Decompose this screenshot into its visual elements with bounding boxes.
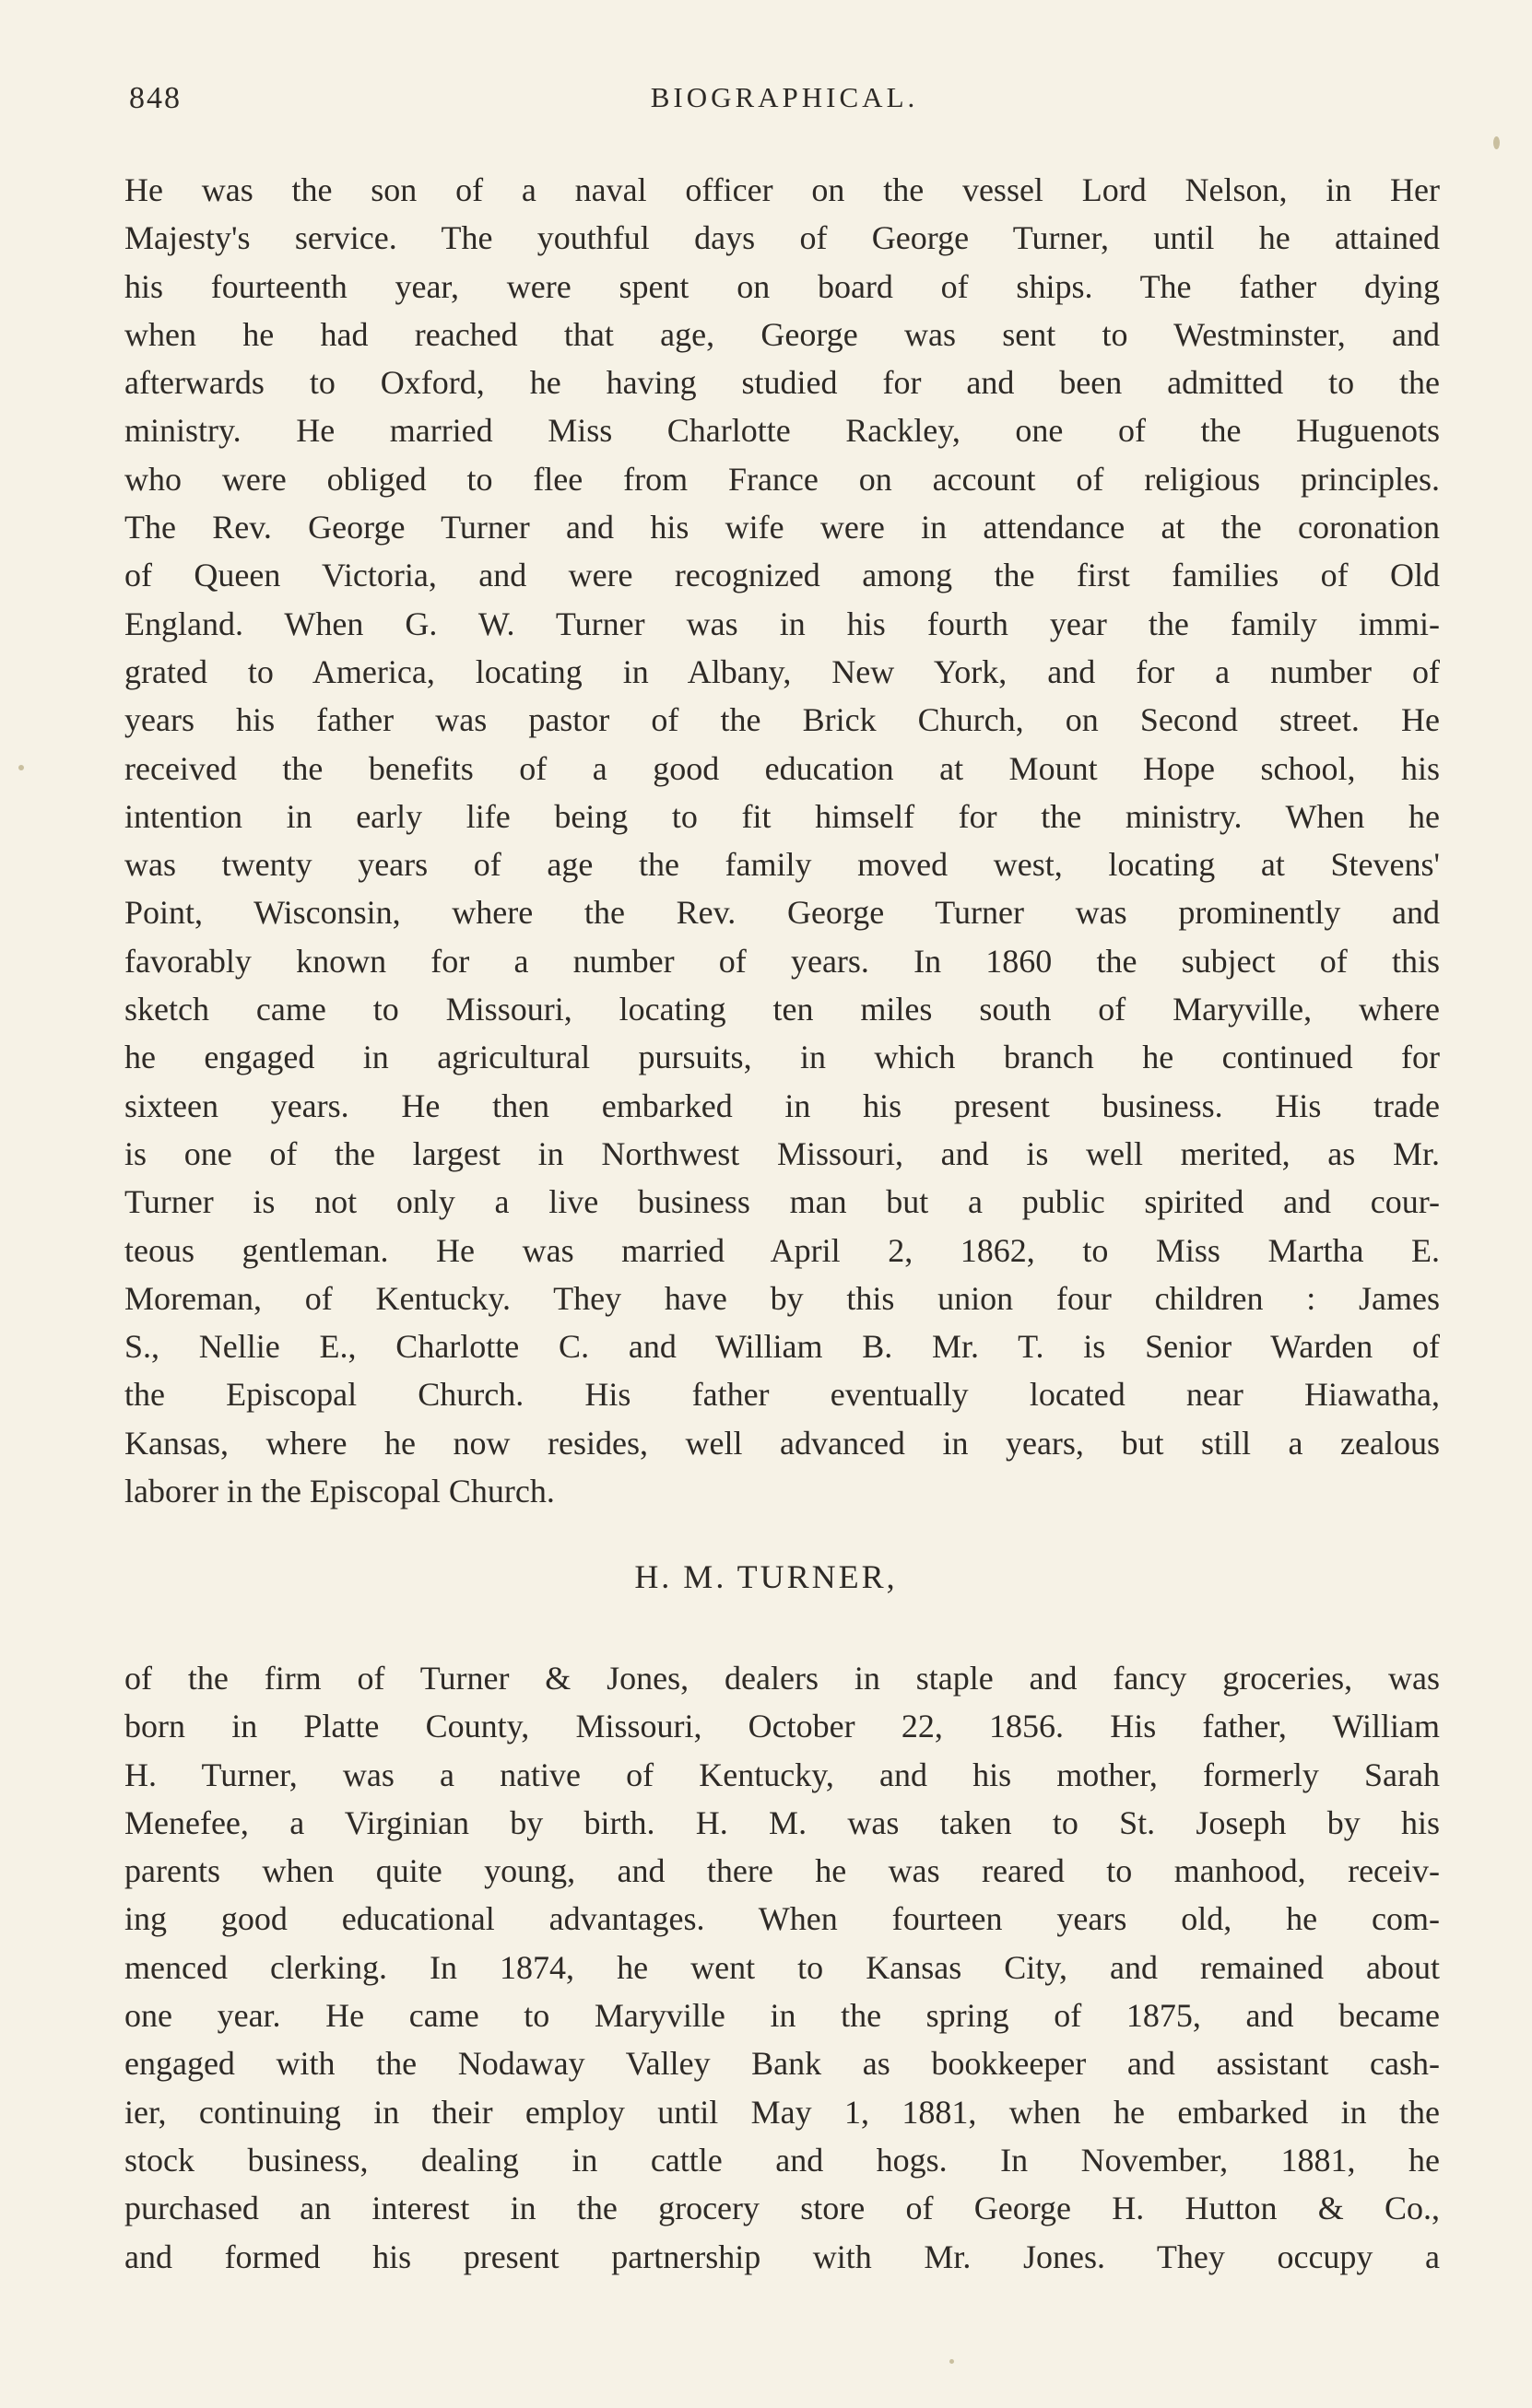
paper-speck: [1493, 136, 1500, 149]
text-line: menced clerking. In 1874, he went to Kansas City, and remained about: [124, 1948, 1440, 1986]
text-line: received the benefits of a good education at Mount Hope school, his: [124, 749, 1440, 787]
text-line: years his father was pastor of the Brick Church, on Second street. He: [124, 701, 1440, 739]
text-line: afterwards to Oxford, he having studied for and been admitted to the: [124, 364, 1440, 402]
text-line: and formed his present partnership with Mr. Jones. They occupy a: [124, 2238, 1440, 2275]
text-line: H. Turner, was a native of Kentucky, and his mother, formerly Sarah: [124, 1756, 1440, 1793]
text-line: the Episcopal Church. His father eventually located near Hiawatha,: [124, 1376, 1440, 1414]
text-line: stock business, dealing in cattle and hogs. In November, 1881, he: [124, 2141, 1440, 2179]
text-line: his fourteenth year, were spent on board of ships. The father dying: [124, 267, 1440, 305]
text-line: one year. He came to Maryville in the spring of 1875, and became: [124, 1997, 1440, 2035]
text-line: Point, Wisconsin, where the Rev. George Turner was prominently and: [124, 894, 1440, 932]
text-line: grated to America, locating in Albany, New York, and for a number of: [124, 652, 1440, 690]
paragraph-hm-turner: [124, 1654, 1440, 2281]
text-line: is one of the largest in Northwest Missouri, and is well merited, as Mr.: [124, 1134, 1440, 1172]
text-line: purchased an interest in the grocery store of George H. Hutton & Co.,: [124, 2190, 1440, 2227]
text-line: he engaged in agricultural pursuits, in which branch he continued for: [124, 1039, 1440, 1076]
text-line: Menefee, a Virginian by birth. H. M. was taken to St. Joseph by his: [124, 1803, 1440, 1841]
text-line: teous gentleman. He was married April 2, 1862, to Miss Martha E.: [124, 1231, 1440, 1269]
text-line: S., Nellie E., Charlotte C. and William B. Mr. T. is Senior Warden of: [124, 1328, 1440, 1366]
text-line: when he had reached that age, George was sent to Westminster, and: [124, 315, 1440, 353]
text-line: born in Platte County, Missouri, October 22, 1856. His father, William: [124, 1708, 1440, 1745]
text-line: Kansas, where he now resides, well advanced in years, but still a zealous: [124, 1424, 1440, 1462]
running-head: [129, 81, 1440, 127]
text-line: laborer in the Episcopal Church.: [124, 1473, 555, 1510]
paper-speck: [949, 2359, 954, 2364]
text-line: who were obliged to flee from France on account of religious principles.: [124, 460, 1440, 498]
page-number: 848: [129, 81, 182, 115]
text-line: Moreman, of Kentucky. They have by this union four children : James: [124, 1279, 1440, 1317]
text-line: engaged with the Nodaway Valley Bank as bookkeeper and assistant cash-: [124, 2045, 1440, 2083]
text-line: of Queen Victoria, and were recognized among the first families of Old: [124, 557, 1440, 594]
text-line: favorably known for a number of years. In 1860 the subject of this: [124, 942, 1440, 980]
text-line: ing good educational advantages. When fourteen years old, he com-: [124, 1900, 1440, 1938]
section-heading: H. M. TURNER,: [634, 1558, 898, 1595]
text-line: ier, continuing in their employ until May 1, 1881, when he embarked in the: [124, 2093, 1440, 2131]
text-line: sixteen years. He then embarked in his present business. His trade: [124, 1087, 1440, 1124]
text-line: sketch came to Missouri, locating ten miles south of Maryville, where: [124, 991, 1440, 1028]
text-line: ministry. He married Miss Charlotte Rackley, one of the Huguenots: [124, 412, 1440, 450]
paragraph-george-turner: [124, 166, 1440, 1515]
text-line: Majesty's service. The youthful days of George Turner, until he attained: [124, 219, 1440, 257]
text-line: He was the son of a naval officer on the vessel Lord Nelson, in Her: [124, 171, 1440, 208]
text-line: Turner is not only a live business man but a public spirited and cour-: [124, 1183, 1440, 1221]
text-line: England. When G. W. Turner was in his fourth year the family immi-: [124, 605, 1440, 642]
text-line: intention in early life being to fit himself for the ministry. When he: [124, 797, 1440, 835]
text-line: parents when quite young, and there he was reared to manhood, receiv-: [124, 1852, 1440, 1890]
section-label: BIOGRAPHICAL.: [650, 81, 919, 113]
paper-speck: [18, 765, 24, 770]
text-line: was twenty years of age the family moved west, locating at Stevens': [124, 846, 1440, 884]
text-line: of the firm of Turner & Jones, dealers in staple and fancy groceries, was: [124, 1660, 1440, 1697]
text-line: The Rev. George Turner and his wife were in attendance at the coronation: [124, 509, 1440, 546]
